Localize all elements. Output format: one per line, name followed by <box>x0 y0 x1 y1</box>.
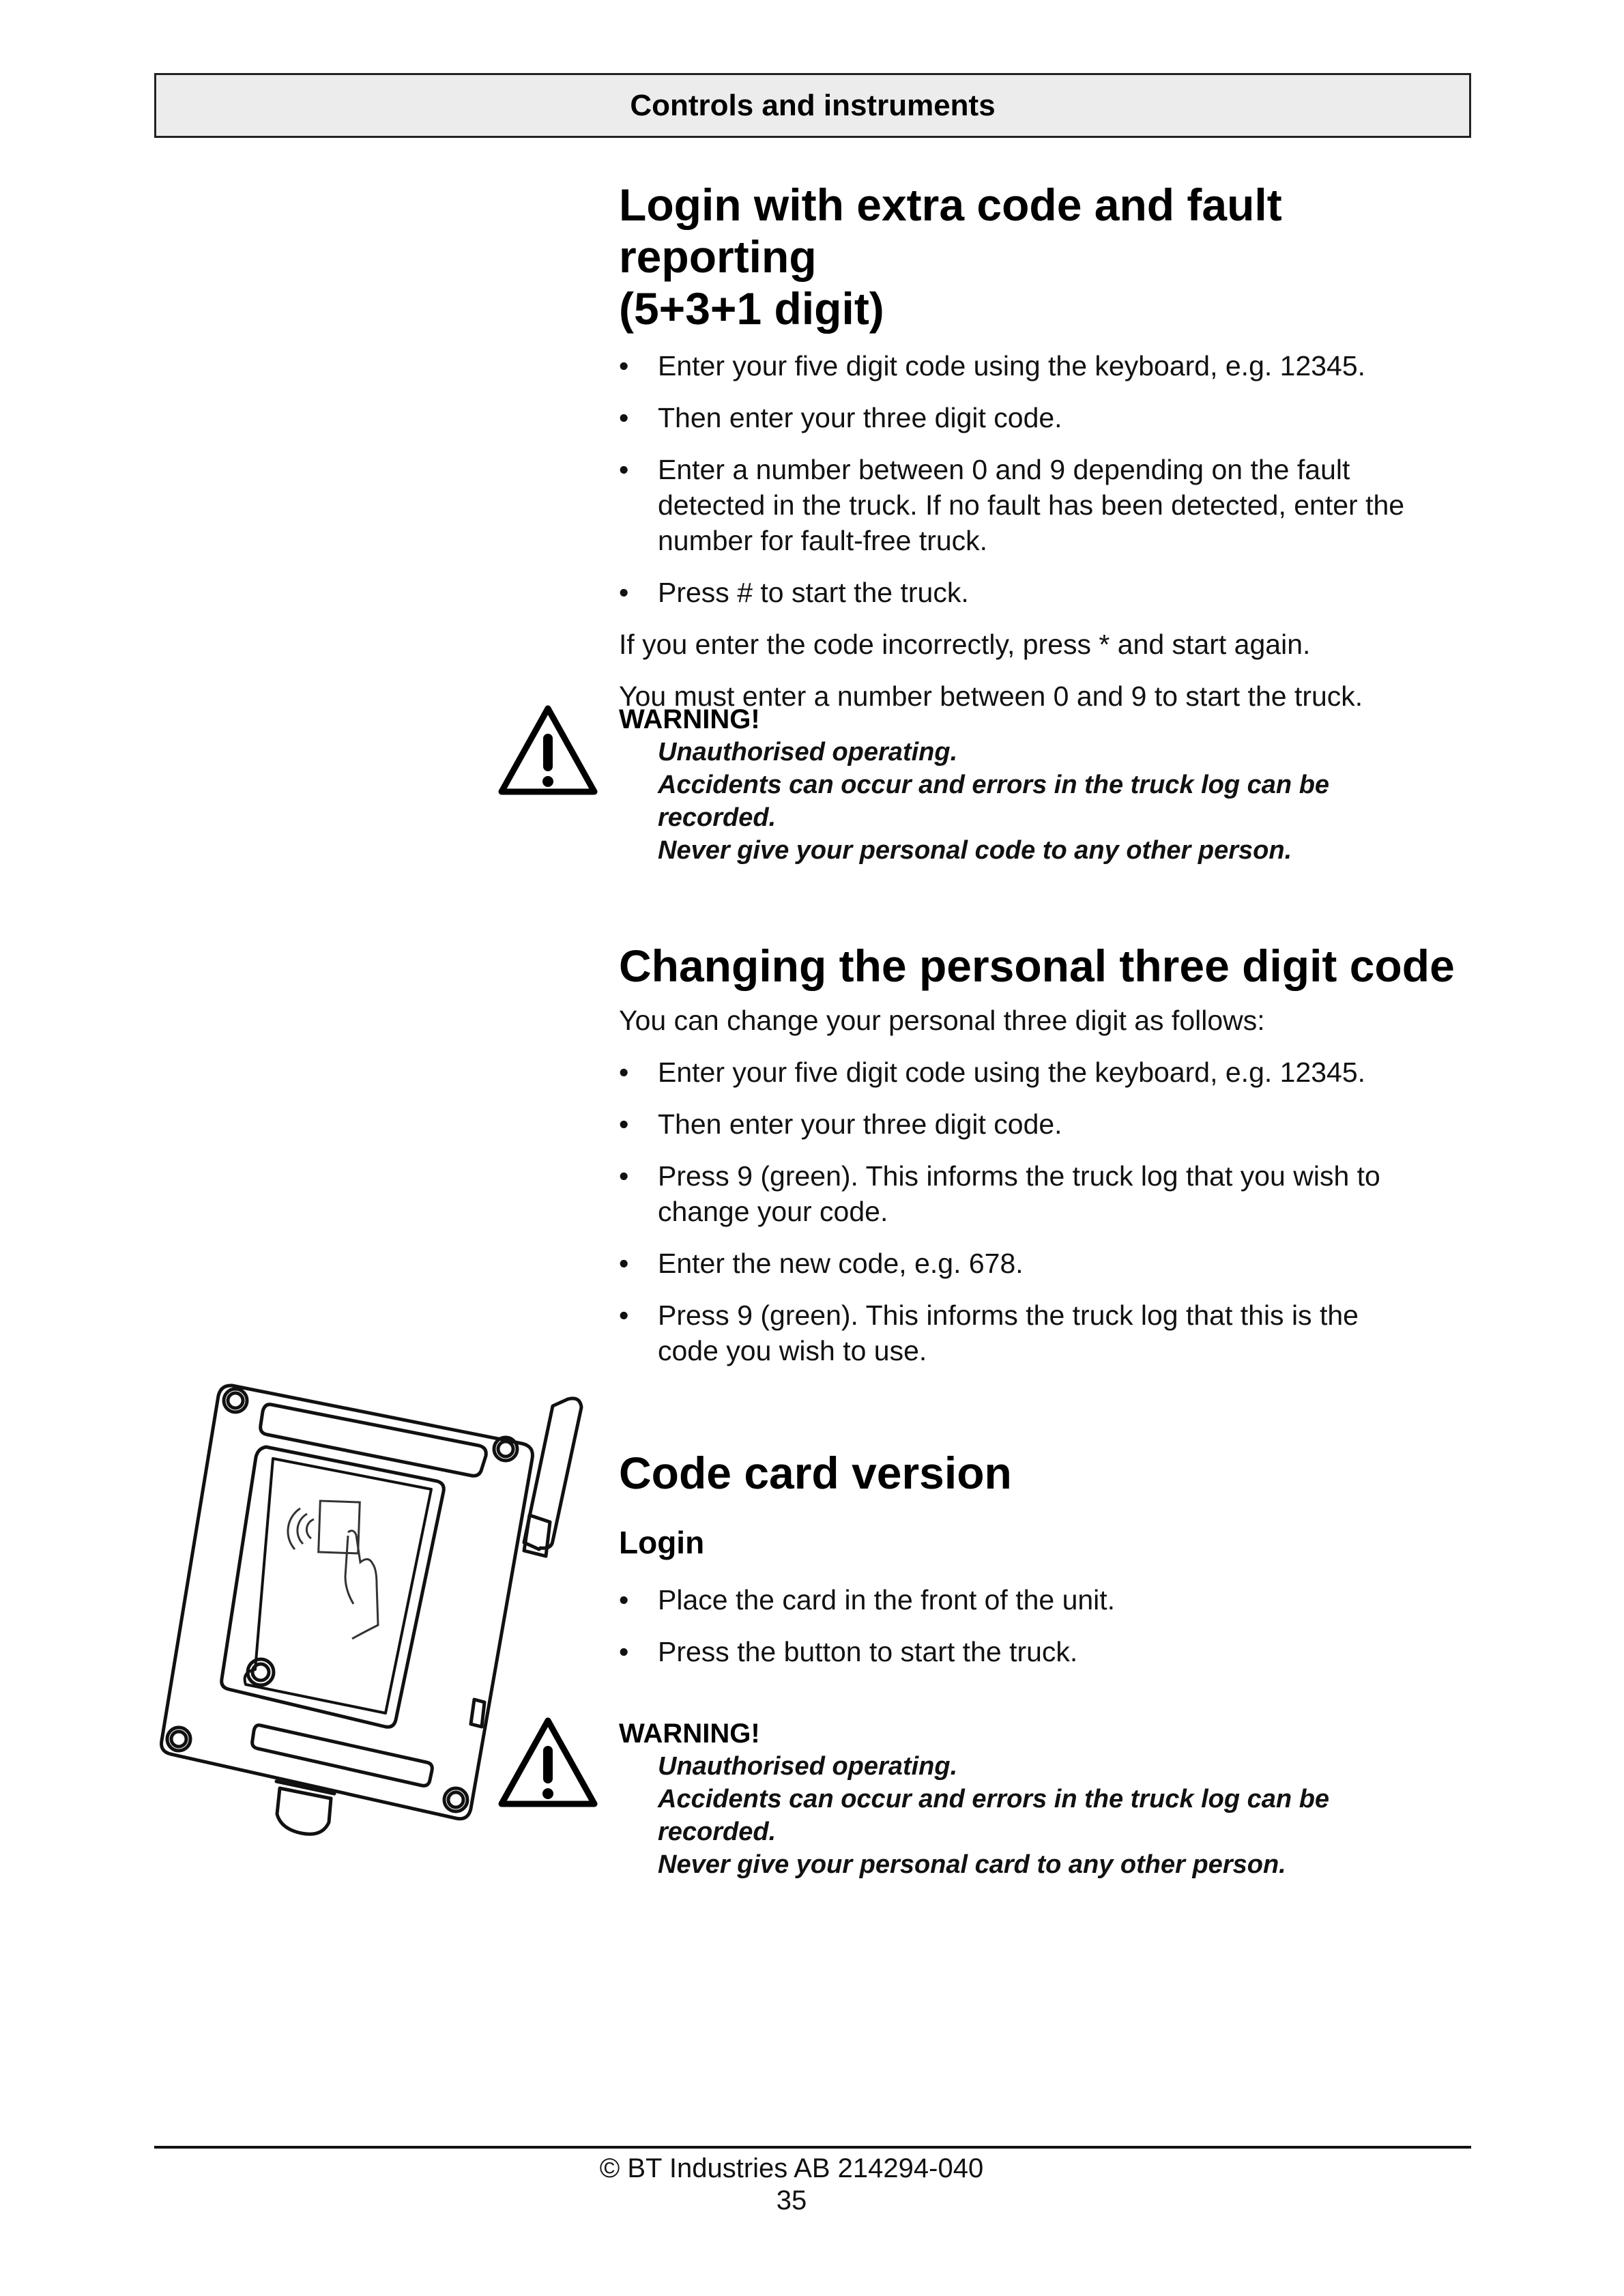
bullet-icon: • <box>619 402 629 433</box>
section-title: Code card version <box>619 1448 1012 1498</box>
bullet-list <box>619 348 1472 610</box>
list-item <box>619 575 1472 610</box>
footer-copyright: © BT Industries AB 214294-040 <box>599 2153 984 2183</box>
warning-line: recorded. <box>658 803 777 832</box>
warning-line: recorded. <box>658 1818 777 1846</box>
item-text: Press 9 (green). This informs the truck log that this is the <box>658 1300 1359 1331</box>
warning-text <box>658 736 1472 867</box>
list-item <box>619 1106 1472 1142</box>
bullet-icon: • <box>619 1584 629 1616</box>
warning-text <box>658 1750 1472 1881</box>
item-text: Enter your five digit code using the keyboard, e.g. 12345. <box>658 350 1366 382</box>
bullet-icon: • <box>619 454 629 485</box>
warning-line: Never give your personal card to any other person. <box>658 1850 1286 1879</box>
bullet-icon: • <box>619 1636 629 1667</box>
bullet-icon: • <box>619 1057 629 1088</box>
warning-line: Unauthorised operating. <box>658 738 958 766</box>
title-line: (5+3+1 digit) <box>619 283 884 334</box>
list-item <box>619 452 1472 558</box>
list-item <box>619 1634 1472 1669</box>
footer-divider <box>154 2146 1471 2149</box>
warning-triangle-icon <box>497 703 599 799</box>
warning-title: WARNING! <box>619 704 760 734</box>
bullet-icon: • <box>619 1160 629 1192</box>
title-line: Login with extra code and fault reporting <box>619 180 1282 282</box>
bullet-icon: • <box>619 1108 629 1140</box>
bullet-icon: • <box>619 1300 629 1331</box>
bullet-icon: • <box>619 1248 629 1279</box>
item-text: change your code. <box>658 1196 888 1227</box>
warning-triangle-icon <box>497 1715 599 1811</box>
bullet-icon: • <box>619 577 629 608</box>
item-text: code you wish to use. <box>658 1335 927 1366</box>
warning-block <box>619 1717 1472 1881</box>
bullet-list <box>619 1054 1472 1368</box>
list-item <box>619 1297 1472 1368</box>
item-text: detected in the truck. If no fault has been detected, enter the <box>658 489 1405 521</box>
bullet-list <box>619 1582 1472 1669</box>
section-code-card <box>619 1447 1472 1686</box>
section-change-code <box>619 940 1472 1385</box>
item-text: Press # to start the truck. <box>658 577 969 608</box>
item-text: Press the button to start the truck. <box>658 1636 1078 1667</box>
page-header <box>154 73 1471 138</box>
warning-block <box>619 703 1472 867</box>
list-item <box>619 348 1472 384</box>
warning-title: WARNING! <box>619 1719 760 1749</box>
list-item <box>619 1582 1472 1618</box>
section-fault-login <box>619 179 1472 730</box>
item-text: Enter the new code, e.g. 678. <box>658 1248 1024 1279</box>
list-item <box>619 1246 1472 1281</box>
item-text: Press 9 (green). This informs the truck log that you wish to <box>658 1160 1380 1192</box>
item-text: Enter a number between 0 and 9 depending on the fault <box>658 454 1350 485</box>
section-title <box>619 179 1472 334</box>
item-text: Place the card in the front of the unit. <box>658 1584 1116 1616</box>
list-item <box>619 1054 1472 1090</box>
warning-line: Unauthorised operating. <box>658 1752 958 1781</box>
item-text: Enter your five digit code using the keyboard, e.g. 12345. <box>658 1057 1366 1088</box>
warning-line: Accidents can occur and errors in the truck log can be <box>658 1785 1330 1813</box>
warning-line: Never give your personal code to any other person. <box>658 836 1292 865</box>
item-text: Then enter your three digit code. <box>658 1108 1062 1140</box>
list-item <box>619 1158 1472 1229</box>
list-item <box>619 400 1472 435</box>
note-text: If you enter the code incorrectly, press * and start again. <box>619 629 1311 660</box>
header-title: Controls and instruments <box>630 88 996 122</box>
item-text: number for fault-free truck. <box>658 525 988 556</box>
section-title: Changing the personal three digit code <box>619 941 1455 991</box>
intro-text: You can change your personal three digit as follows: <box>619 1005 1265 1036</box>
bullet-icon: • <box>619 350 629 382</box>
subsection-title: Login <box>619 1525 705 1560</box>
warning-line: Accidents can occur and errors in the truck log can be <box>658 771 1330 799</box>
note-text: You must enter a number between 0 and 9 to start the truck. <box>619 680 1363 712</box>
page-number: 35 <box>776 2185 807 2215</box>
item-text: Then enter your three digit code. <box>658 402 1062 433</box>
